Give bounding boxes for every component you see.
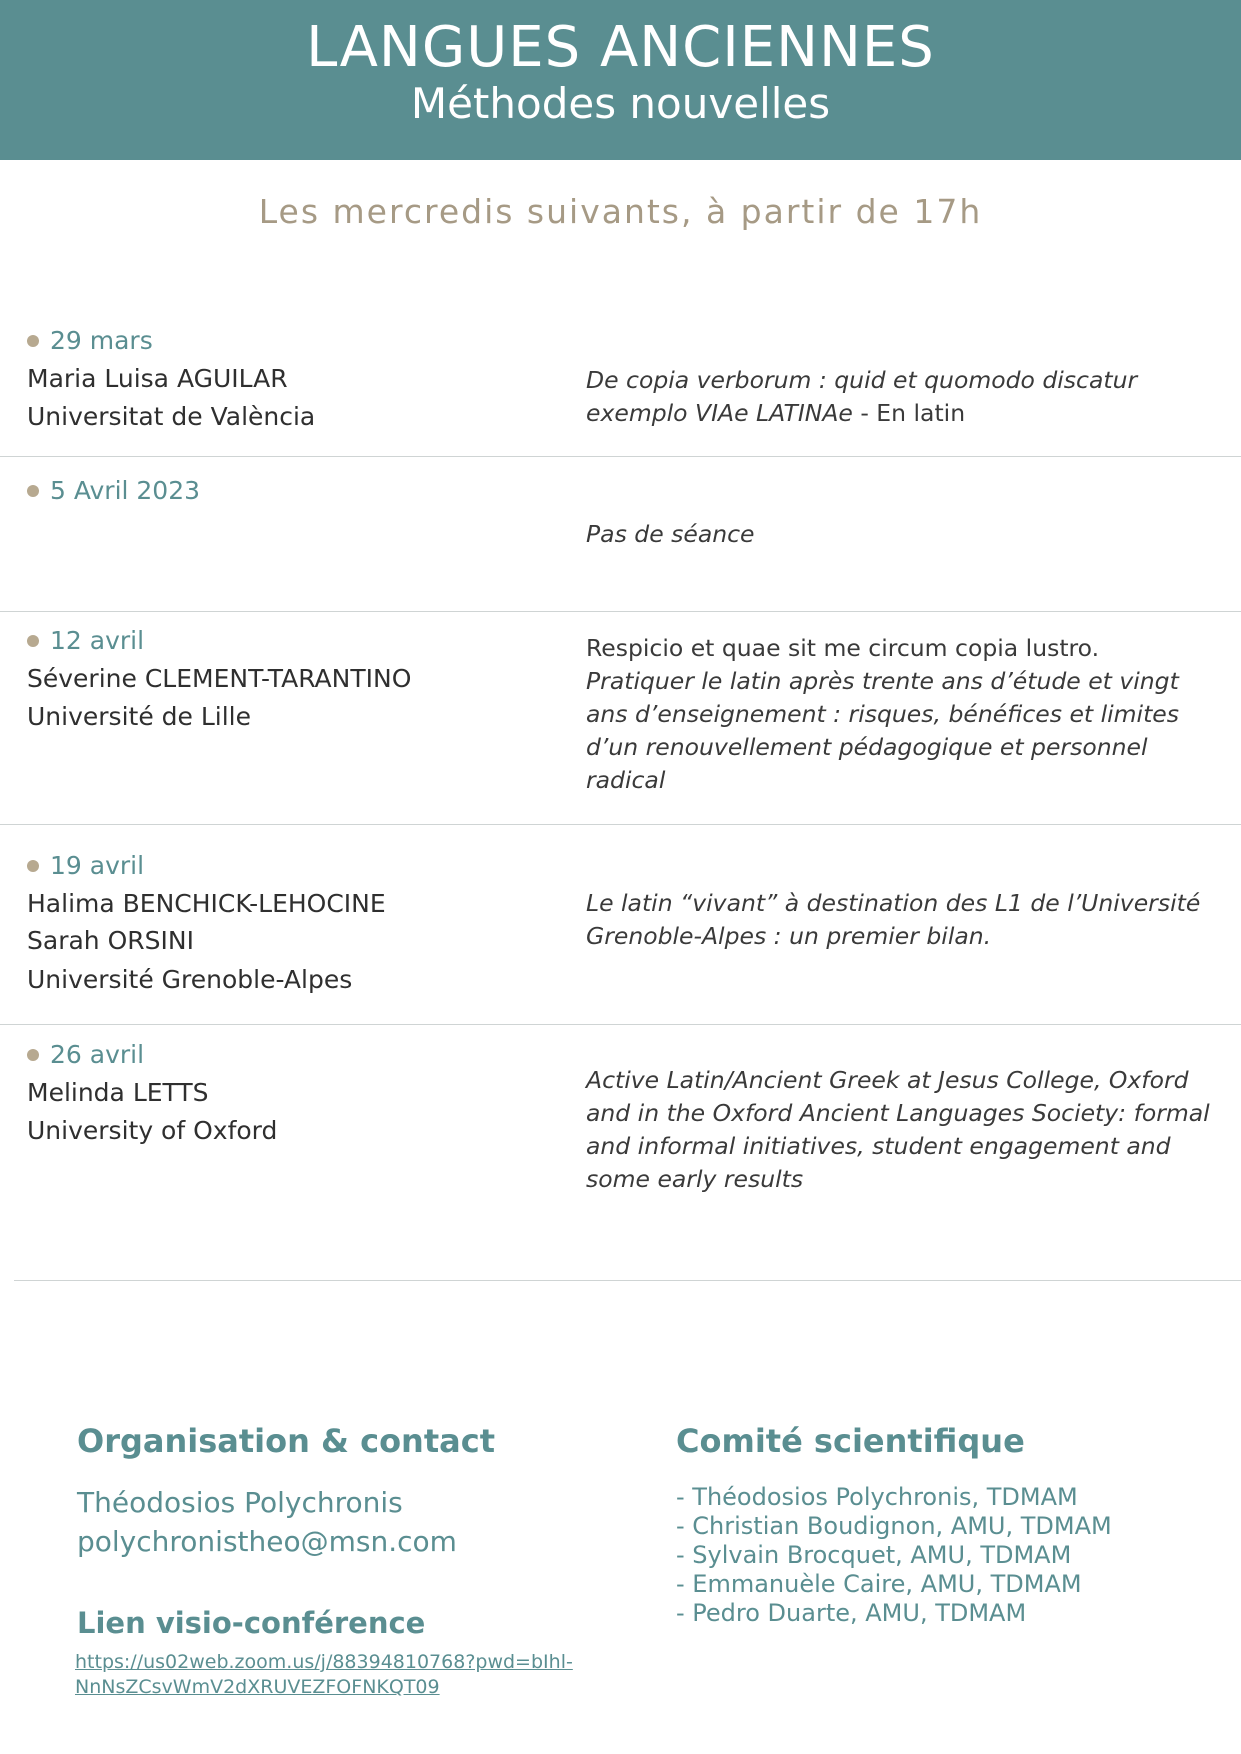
session-speaker: Halima BENCHICK-LEHOCINE xyxy=(27,889,386,918)
session-talk xyxy=(586,518,1226,551)
divider xyxy=(14,1280,1241,1281)
divider xyxy=(0,824,1241,825)
committee-member: - Théodosios Polychronis, TDMAM xyxy=(676,1483,1078,1511)
session-date-label: 19 avril xyxy=(50,851,145,880)
bullet-icon xyxy=(27,485,39,497)
bullet-icon xyxy=(27,635,39,647)
bullet-icon xyxy=(27,335,39,347)
organiser-email-link[interactable]: polychronistheo@msn.com xyxy=(77,1525,457,1558)
session-speaker: Melinda LETTS xyxy=(27,1078,209,1107)
organiser-name: Théodosios Polychronis xyxy=(77,1486,403,1519)
bullet-icon xyxy=(27,1049,39,1061)
committee-member: - Christian Boudignon, AMU, TDMAM xyxy=(676,1512,1112,1540)
bullet-icon xyxy=(27,860,39,872)
page-title: LANGUES ANCIENNES xyxy=(306,15,935,80)
zoom-link-line-1[interactable]: https://us02web.zoom.us/j/88394810768?pwd=bIhl- xyxy=(75,1651,573,1673)
zoom-link-line-2[interactable]: NnNsZCsvWmV2dXRUVEZFOFNKQT09 xyxy=(75,1676,440,1698)
session-talk xyxy=(586,887,1226,953)
talk-title: De copia verborum : quid et quomodo discatur exemplo VIAe LATINAe xyxy=(586,366,1138,427)
session-affiliation: Université Grenoble-Alpes xyxy=(27,965,353,994)
session-speaker: Séverine CLEMENT-TARANTINO xyxy=(27,664,412,693)
committee-member: - Sylvain Brocquet, AMU, TDMAM xyxy=(676,1541,1072,1569)
committee-member: - Emmanuèle Caire, AMU, TDMAM xyxy=(676,1570,1082,1598)
session-speaker: Maria Luisa AGUILAR xyxy=(27,364,288,393)
committee-list xyxy=(676,1483,1112,1628)
divider xyxy=(0,456,1241,457)
talk-title: Pratiquer le latin après trente ans d’étude et vingt ans d’enseignement : risques, bénéfices et limites d’un renouvellement pédagogique et personnel radical xyxy=(586,667,1179,794)
divider xyxy=(0,1024,1241,1025)
session-talk xyxy=(586,1064,1226,1196)
session-date xyxy=(27,326,153,355)
session-speaker: Sarah ORSINI xyxy=(27,926,194,955)
session-date xyxy=(27,851,144,880)
header-banner xyxy=(0,0,1241,160)
schedule-note: Les mercredis suivants, à partir de 17h xyxy=(258,192,983,231)
session-date-label: 12 avril xyxy=(50,626,145,655)
session-date-label: 29 mars xyxy=(50,326,153,355)
talk-title: Pas de séance xyxy=(586,520,755,548)
session-affiliation: Université de Lille xyxy=(27,702,251,731)
page-subtitle: Méthodes nouvelles xyxy=(410,79,831,128)
session-talk xyxy=(586,364,1226,430)
committee-member: - Pedro Duarte, AMU, TDMAM xyxy=(676,1599,1027,1627)
talk-epigraph: Respicio et quae sit me circum copia lustro. xyxy=(586,634,1100,662)
session-date xyxy=(27,476,200,505)
session-date-label: 5 Avril 2023 xyxy=(50,476,201,505)
visio-heading: Lien visio-conférence xyxy=(77,1606,426,1640)
session-affiliation: Universitat de València xyxy=(27,402,316,431)
organisation-heading: Organisation & contact xyxy=(77,1422,495,1460)
committee-heading: Comité scientifique xyxy=(676,1422,1025,1460)
session-date xyxy=(27,626,144,655)
session-date xyxy=(27,1040,144,1069)
session-date-label: 26 avril xyxy=(50,1040,145,1069)
divider xyxy=(0,611,1241,612)
zoom-link[interactable] xyxy=(75,1650,635,1700)
talk-language: - En latin xyxy=(852,399,966,427)
talk-title: Le latin “vivant” à destination des L1 de l’Université Grenoble-Alpes : un premier bilan. xyxy=(586,889,1201,950)
session-talk xyxy=(586,632,1226,797)
talk-title: Active Latin/Ancient Greek at Jesus College, Oxford and in the Oxford Ancient Languages Society: formal and informal initiatives, student engagement and some early results xyxy=(586,1066,1210,1193)
session-affiliation: University of Oxford xyxy=(27,1116,278,1145)
